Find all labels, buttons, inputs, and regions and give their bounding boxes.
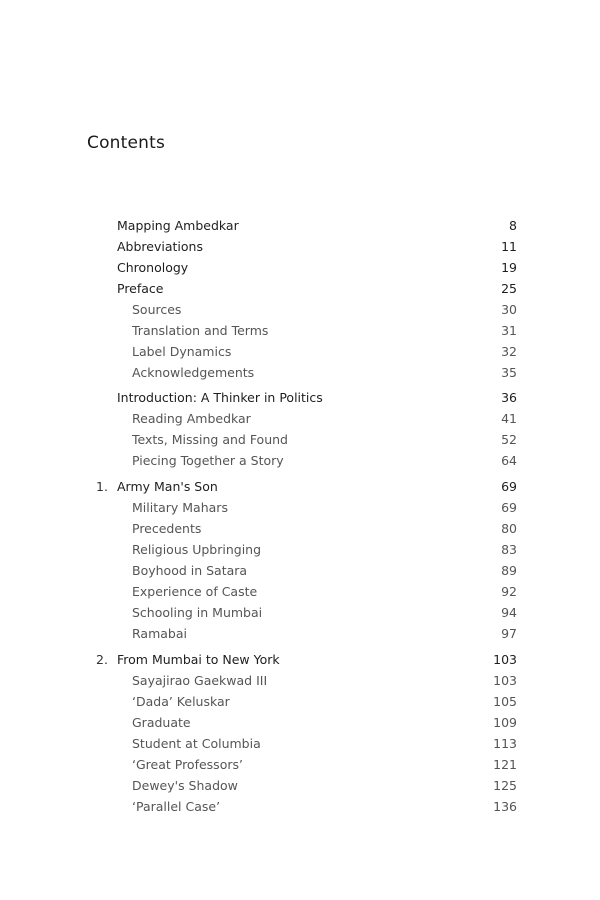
- toc-subentry[interactable]: [0, 451, 600, 471]
- page-number: 103: [493, 673, 517, 688]
- toc-entry-title: ‘Parallel Case’: [132, 799, 221, 814]
- toc-entry-title: Piecing Together a Story: [132, 453, 284, 468]
- page-number: 103: [493, 652, 517, 667]
- toc-entry-title: Graduate: [132, 715, 191, 730]
- page-number: 31: [501, 323, 517, 338]
- toc-subentry[interactable]: [0, 797, 600, 817]
- toc-entry-title: Texts, Missing and Found: [132, 432, 288, 447]
- page-number: 109: [493, 715, 517, 730]
- toc-subentry[interactable]: [0, 624, 600, 644]
- page-number: 80: [501, 521, 517, 536]
- page-number: 8: [509, 218, 517, 233]
- toc-subentry[interactable]: [0, 561, 600, 581]
- toc-subentry[interactable]: [0, 430, 600, 450]
- toc-subentry[interactable]: [0, 713, 600, 733]
- toc-subentry[interactable]: [0, 582, 600, 602]
- toc-subentry[interactable]: [0, 755, 600, 775]
- page-number: 30: [501, 302, 517, 317]
- toc-entry-title: Chronology: [117, 260, 189, 275]
- toc-entry[interactable]: [0, 216, 600, 236]
- page-number: 41: [501, 411, 517, 426]
- toc-subentry[interactable]: [0, 498, 600, 518]
- page-number: 32: [501, 344, 517, 359]
- toc-subentry[interactable]: [0, 300, 600, 320]
- toc-entry[interactable]: [0, 258, 600, 278]
- toc-entry-title: Ramabai: [132, 626, 187, 641]
- toc-entry-title: Acknowledgements: [132, 365, 255, 380]
- toc-entry-title: Experience of Caste: [132, 584, 258, 599]
- toc-subentry[interactable]: [0, 603, 600, 623]
- toc-entry[interactable]: [0, 388, 600, 408]
- toc-entry-title: Reading Ambedkar: [132, 411, 251, 426]
- page-number: 11: [501, 239, 517, 254]
- toc-entry[interactable]: [0, 650, 600, 670]
- chapter-number: 2.: [96, 652, 108, 667]
- page-number: 121: [493, 757, 517, 772]
- toc-subentry[interactable]: [0, 734, 600, 754]
- toc-entry-title: Preface: [117, 281, 164, 296]
- toc-entry-title: Student at Columbia: [132, 736, 261, 751]
- toc-subentry[interactable]: [0, 692, 600, 712]
- page-number: 36: [501, 390, 517, 405]
- toc-entry-title: Schooling in Mumbai: [132, 605, 263, 620]
- toc-subentry[interactable]: [0, 776, 600, 796]
- toc-subentry[interactable]: [0, 342, 600, 362]
- page-number: 125: [493, 778, 517, 793]
- page-number: 69: [501, 500, 517, 515]
- toc-entry-title: Abbreviations: [117, 239, 203, 254]
- page-number: 97: [501, 626, 517, 641]
- page-number: 35: [501, 365, 517, 380]
- toc-entry-title: Boyhood in Satara: [132, 563, 248, 578]
- page-number: 69: [501, 479, 517, 494]
- toc-entry-title: Military Mahars: [132, 500, 228, 515]
- toc-entry-title: Sources: [132, 302, 182, 317]
- toc-entry-title: Introduction: A Thinker in Politics: [117, 390, 323, 405]
- page-number: 89: [501, 563, 517, 578]
- toc-entry-title: Religious Upbringing: [132, 542, 262, 557]
- page-number: 52: [501, 432, 517, 447]
- toc-subentry[interactable]: [0, 321, 600, 341]
- toc-entry-title: Dewey's Shadow: [132, 778, 238, 793]
- toc-subentry[interactable]: [0, 409, 600, 429]
- toc-subentry[interactable]: [0, 540, 600, 560]
- page-number: 64: [501, 453, 517, 468]
- toc-entry[interactable]: [0, 477, 600, 497]
- toc-entry-title: Precedents: [132, 521, 202, 536]
- toc-entry-title: ‘Great Professors’: [132, 757, 243, 772]
- toc-entry-title: Army Man's Son: [117, 479, 218, 494]
- toc-entry-title: Mapping Ambedkar: [117, 218, 239, 233]
- page-number: 19: [501, 260, 517, 275]
- toc-subentry[interactable]: [0, 363, 600, 383]
- page-number: 94: [501, 605, 517, 620]
- toc-entry-title: From Mumbai to New York: [117, 652, 280, 667]
- toc-entry[interactable]: [0, 279, 600, 299]
- toc-subentry[interactable]: [0, 519, 600, 539]
- toc-entry-title: Label Dynamics: [132, 344, 232, 359]
- page-title: Contents: [87, 133, 166, 153]
- page-number: 136: [493, 799, 517, 814]
- toc-entry-title: Sayajirao Gaekwad III: [132, 673, 268, 688]
- chapter-number: 1.: [96, 479, 108, 494]
- page-number: 83: [501, 542, 517, 557]
- toc-entry[interactable]: [0, 237, 600, 257]
- page-number: 113: [493, 736, 517, 751]
- toc-entry-title: Translation and Terms: [132, 323, 269, 338]
- page-number: 92: [501, 584, 517, 599]
- toc-subentry[interactable]: [0, 671, 600, 691]
- page-number: 25: [501, 281, 517, 296]
- page-number: 105: [493, 694, 517, 709]
- toc-entry-title: ‘Dada’ Keluskar: [132, 694, 230, 709]
